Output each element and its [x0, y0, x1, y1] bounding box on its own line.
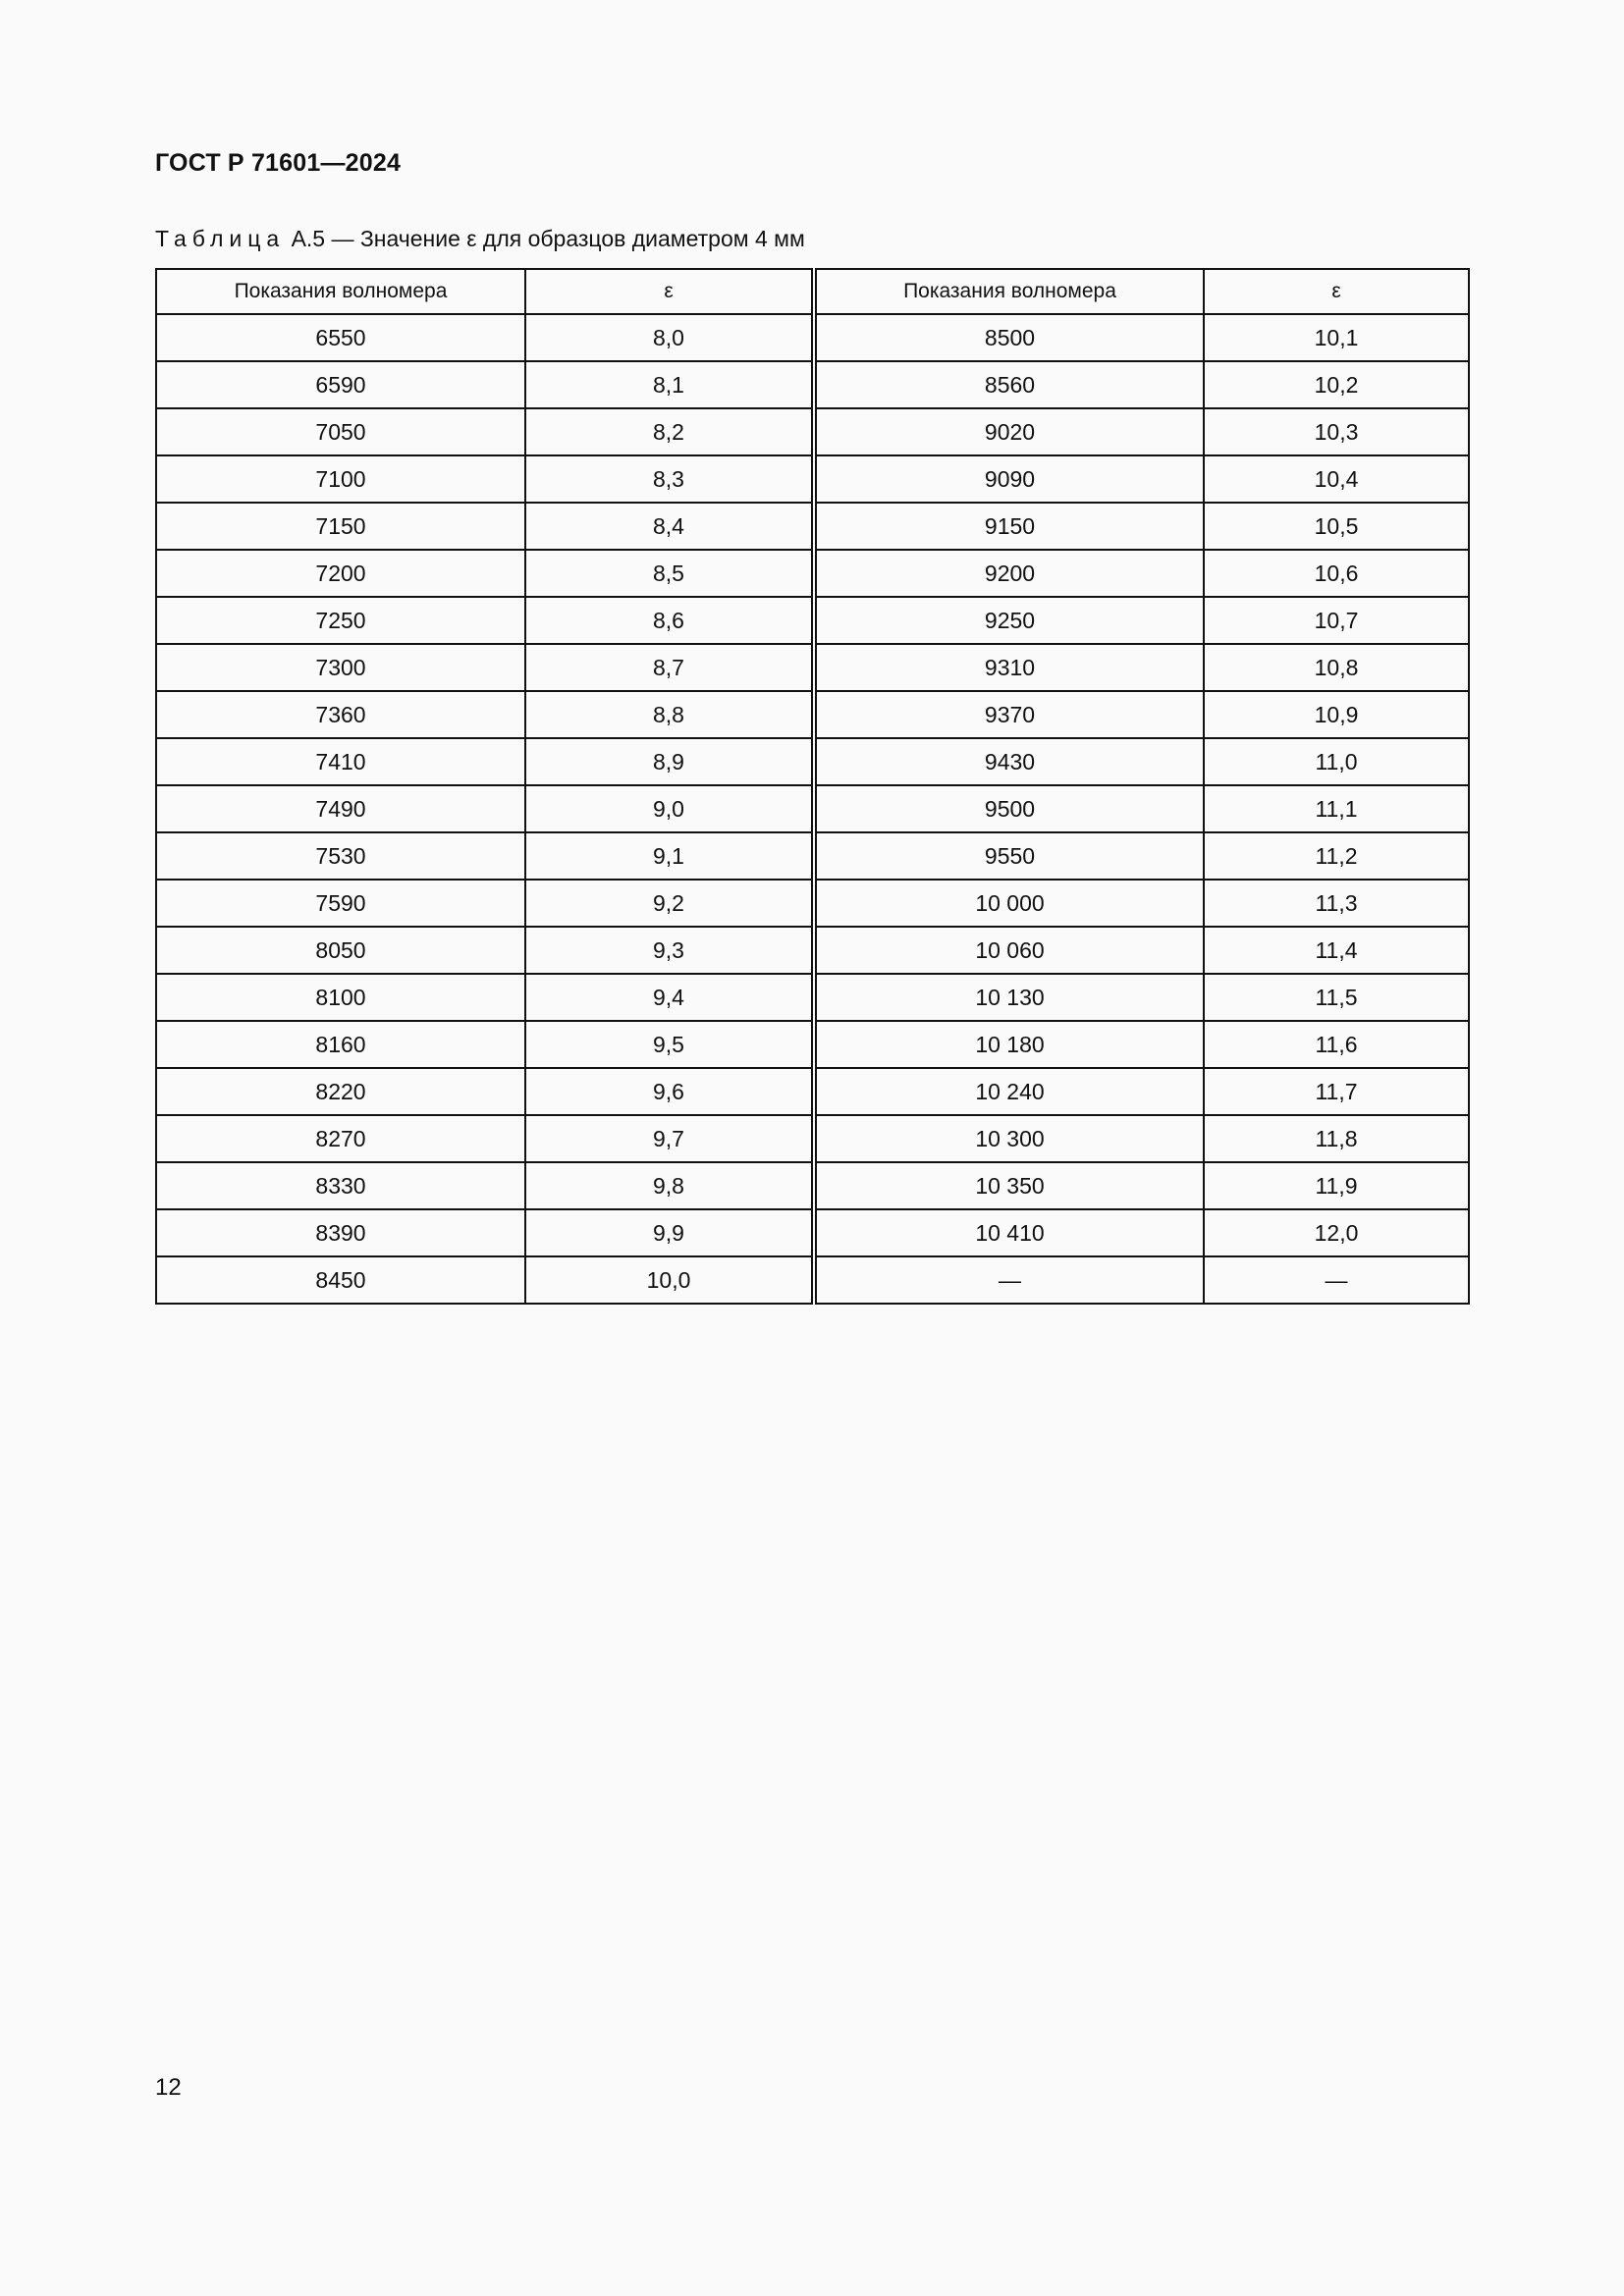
cell-reading-2: —	[814, 1256, 1204, 1304]
header-epsilon-1: ε	[525, 269, 814, 314]
table-row	[156, 738, 1469, 785]
cell-epsilon-2: 11,7	[1204, 1068, 1469, 1115]
cell-epsilon-1: 9,3	[525, 927, 814, 974]
cell-reading-2: 8560	[814, 361, 1204, 408]
cell-reading-1: 7250	[156, 597, 525, 644]
cell-epsilon-2: 11,2	[1204, 832, 1469, 880]
cell-epsilon-1: 9,4	[525, 974, 814, 1021]
cell-reading-1: 8390	[156, 1209, 525, 1256]
cell-epsilon-1: 9,7	[525, 1115, 814, 1162]
cell-reading-2: 9150	[814, 503, 1204, 550]
header-reading-2: Показания волномера	[814, 269, 1204, 314]
cell-epsilon-2: 10,6	[1204, 550, 1469, 597]
table-caption-label: Таблица	[155, 226, 286, 251]
cell-epsilon-2: 11,0	[1204, 738, 1469, 785]
table-row	[156, 785, 1469, 832]
cell-reading-1: 7490	[156, 785, 525, 832]
cell-reading-2: 8500	[814, 314, 1204, 361]
cell-epsilon-2: 10,3	[1204, 408, 1469, 455]
table-row	[156, 974, 1469, 1021]
table-row	[156, 880, 1469, 927]
cell-epsilon-2: 11,1	[1204, 785, 1469, 832]
cell-epsilon-2: 11,5	[1204, 974, 1469, 1021]
table-row	[156, 1068, 1469, 1115]
cell-reading-2: 10 300	[814, 1115, 1204, 1162]
cell-epsilon-2: 11,8	[1204, 1115, 1469, 1162]
cell-reading-2: 9200	[814, 550, 1204, 597]
cell-reading-1: 8270	[156, 1115, 525, 1162]
document-code: ГОСТ Р 71601—2024	[155, 149, 402, 177]
cell-reading-1: 8100	[156, 974, 525, 1021]
cell-reading-2: 9500	[814, 785, 1204, 832]
cell-reading-2: 10 060	[814, 927, 1204, 974]
table-row	[156, 1256, 1469, 1304]
table-header-row	[156, 269, 1469, 314]
cell-epsilon-1: 9,1	[525, 832, 814, 880]
values-table	[155, 268, 1470, 1305]
table-row	[156, 314, 1469, 361]
cell-reading-1: 7150	[156, 503, 525, 550]
cell-epsilon-2: 10,8	[1204, 644, 1469, 691]
cell-reading-1: 8330	[156, 1162, 525, 1209]
table-row	[156, 927, 1469, 974]
cell-reading-1: 8160	[156, 1021, 525, 1068]
table-row	[156, 691, 1469, 738]
cell-epsilon-2: 10,4	[1204, 455, 1469, 503]
table-caption	[155, 226, 805, 252]
table-row	[156, 550, 1469, 597]
table-row	[156, 455, 1469, 503]
cell-epsilon-1: 9,8	[525, 1162, 814, 1209]
cell-reading-2: 10 130	[814, 974, 1204, 1021]
cell-epsilon-2: 10,1	[1204, 314, 1469, 361]
cell-epsilon-2: 10,7	[1204, 597, 1469, 644]
cell-reading-1: 7410	[156, 738, 525, 785]
table-row	[156, 408, 1469, 455]
cell-epsilon-1: 8,3	[525, 455, 814, 503]
table-body	[156, 314, 1469, 1304]
cell-epsilon-1: 8,4	[525, 503, 814, 550]
cell-epsilon-2: 11,3	[1204, 880, 1469, 927]
cell-epsilon-1: 9,5	[525, 1021, 814, 1068]
cell-reading-2: 9550	[814, 832, 1204, 880]
cell-reading-1: 7300	[156, 644, 525, 691]
cell-epsilon-1: 10,0	[525, 1256, 814, 1304]
cell-reading-2: 10 410	[814, 1209, 1204, 1256]
cell-epsilon-1: 9,9	[525, 1209, 814, 1256]
cell-reading-1: 8220	[156, 1068, 525, 1115]
cell-epsilon-1: 8,8	[525, 691, 814, 738]
cell-epsilon-2: 11,4	[1204, 927, 1469, 974]
header-epsilon-2: ε	[1204, 269, 1469, 314]
cell-reading-2: 10 350	[814, 1162, 1204, 1209]
cell-reading-2: 9090	[814, 455, 1204, 503]
cell-epsilon-1: 8,6	[525, 597, 814, 644]
cell-reading-2: 10 000	[814, 880, 1204, 927]
cell-epsilon-1: 8,5	[525, 550, 814, 597]
cell-reading-2: 9250	[814, 597, 1204, 644]
cell-reading-2: 10 240	[814, 1068, 1204, 1115]
cell-epsilon-1: 8,7	[525, 644, 814, 691]
cell-epsilon-1: 8,9	[525, 738, 814, 785]
cell-epsilon-2: 11,9	[1204, 1162, 1469, 1209]
table-row	[156, 832, 1469, 880]
table-caption-text: А.5 — Значение ε для образцов диаметром 4 мм	[285, 226, 805, 251]
cell-epsilon-2: 10,5	[1204, 503, 1469, 550]
cell-reading-2: 9020	[814, 408, 1204, 455]
cell-epsilon-1: 8,1	[525, 361, 814, 408]
cell-reading-1: 7360	[156, 691, 525, 738]
cell-epsilon-2: 12,0	[1204, 1209, 1469, 1256]
table-row	[156, 1162, 1469, 1209]
cell-reading-2: 9310	[814, 644, 1204, 691]
table-row	[156, 1021, 1469, 1068]
cell-epsilon-2: 10,9	[1204, 691, 1469, 738]
page-number: 12	[155, 2074, 182, 2101]
cell-reading-2: 9430	[814, 738, 1204, 785]
table-row	[156, 361, 1469, 408]
cell-reading-1: 8050	[156, 927, 525, 974]
cell-reading-1: 7200	[156, 550, 525, 597]
cell-epsilon-1: 9,2	[525, 880, 814, 927]
cell-reading-2: 9370	[814, 691, 1204, 738]
cell-reading-2: 10 180	[814, 1021, 1204, 1068]
cell-reading-1: 8450	[156, 1256, 525, 1304]
cell-reading-1: 7530	[156, 832, 525, 880]
cell-epsilon-1: 8,0	[525, 314, 814, 361]
table-row	[156, 644, 1469, 691]
cell-reading-1: 7050	[156, 408, 525, 455]
table-row	[156, 1209, 1469, 1256]
header-reading-1: Показания волномера	[156, 269, 525, 314]
cell-reading-1: 6590	[156, 361, 525, 408]
cell-epsilon-2: 11,6	[1204, 1021, 1469, 1068]
table-row	[156, 1115, 1469, 1162]
cell-epsilon-1: 9,6	[525, 1068, 814, 1115]
cell-reading-1: 7590	[156, 880, 525, 927]
cell-epsilon-1: 9,0	[525, 785, 814, 832]
cell-epsilon-2: 10,2	[1204, 361, 1469, 408]
cell-epsilon-2: —	[1204, 1256, 1469, 1304]
cell-reading-1: 7100	[156, 455, 525, 503]
table-row	[156, 503, 1469, 550]
cell-epsilon-1: 8,2	[525, 408, 814, 455]
table-row	[156, 597, 1469, 644]
cell-reading-1: 6550	[156, 314, 525, 361]
